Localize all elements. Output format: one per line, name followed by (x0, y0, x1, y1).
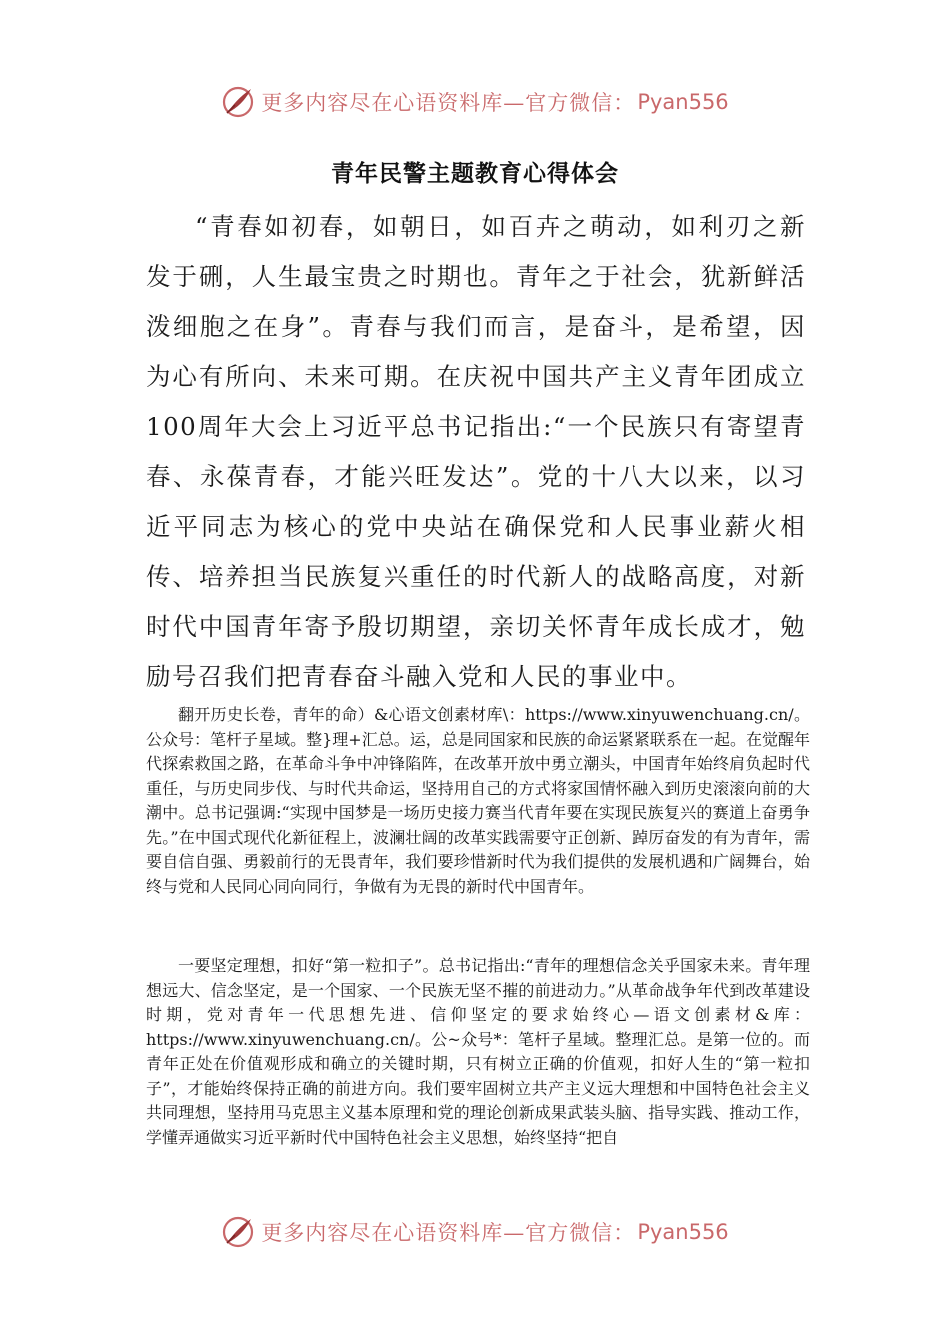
header-banner (0, 80, 950, 124)
quill-pen-circle-icon (221, 1215, 255, 1249)
footer-banner (0, 1210, 950, 1254)
quill-pen-circle-icon (221, 85, 255, 119)
document-title: 青年民警主题教育心得体会 (331, 160, 619, 187)
header-banner-text: 更多内容尽在心语资料库—官方微信： (261, 91, 636, 115)
footer-wechat-id: Pyan556 (637, 1220, 729, 1244)
body-paragraph-2: 一要坚定理想，扣好“第一粒扣子”。总书记指出:“青年的理想信念关乎国家未来。青年理想远大、信念坚定，是一个国家、一个民族无坚不摧的前进动力。”从革命战争年代到改革建设时期，党对青年一代思想先进、信仰坚定的要求始终心—语文创素材&库：https://www.xinyuwenchuang.cn/。公~众号*：笔杆子星域。整理汇总。是第一位的。而青年正处在价值观形成和确立的关键时期，只有树立正确的价值观，扣好人生的“第一粒扣子”，才能始终保持正确的前进方向。我们要牢固树立共产主义远大理想和中国特色社会主义共同理想，坚持用马克思主义基本原理和党的理论创新成果武装头脑、指导实践、推动工作，学懂弄通做实习近平新时代中国特色社会主义思想，始终坚持“把自 (146, 956, 810, 1147)
lead-paragraph: “青春如初春，如朝日，如百卉之萌动，如利刃之新发于硎，人生最宝贵之时期也。青年之于社会，犹新鲜活泼细胞之在身”。青春与我们而言，是奋斗，是希望，因为心有所向、未来可期。在庆祝中国共产主义青年团成立100周年大会上习近平总书记指出:“一个民族只有寄望青春、永葆青春，才能兴旺发达”。党的十八大以来，以习近平同志为核心的党中央站在确保党和人民事业薪火相传、培养担当民族复兴重任的时代新人的战略高度，对新时代中国青年寄予殷切期望，亲切关怀青年成长成才，勉励号召我们把青春奋斗融入党和人民的事业中。 (146, 212, 806, 691)
body-paragraph-1: 翻开历史长卷，青年的命）&心语文创素材库\：https://www.xinyuwenchuang.cn/。公众号：笔杆子星域。整}理+汇总。运，总是同国家和民族的命运紧紧联系在一起。在觉醒年代探索救国之路，在革命斗争中冲锋陷阵，在改革开放中勇立潮头，中国青年始终肩负起时代重任，与历史同步伐、与时代共命运，坚持用自己的方式将家国情怀融入到历史滚滚向前的大潮中。总书记强调:“实现中国梦是一场历史接力赛当代青年要在实现民族复兴的赛道上奋勇争先。”在中国式现代化新征程上，波澜壮阔的改革实践需要守正创新、踔厉奋发的有为青年，需要自信自强、勇毅前行的无畏青年，我们要珍惜新时代为我们提供的发展机遇和广阔舞台，始终与党和人民同心同向同行，争做有为无畏的新时代中国青年。 (146, 705, 810, 896)
footer-banner-text: 更多内容尽在心语资料库—官方微信： (261, 1221, 636, 1245)
header-wechat-id: Pyan556 (637, 90, 729, 114)
